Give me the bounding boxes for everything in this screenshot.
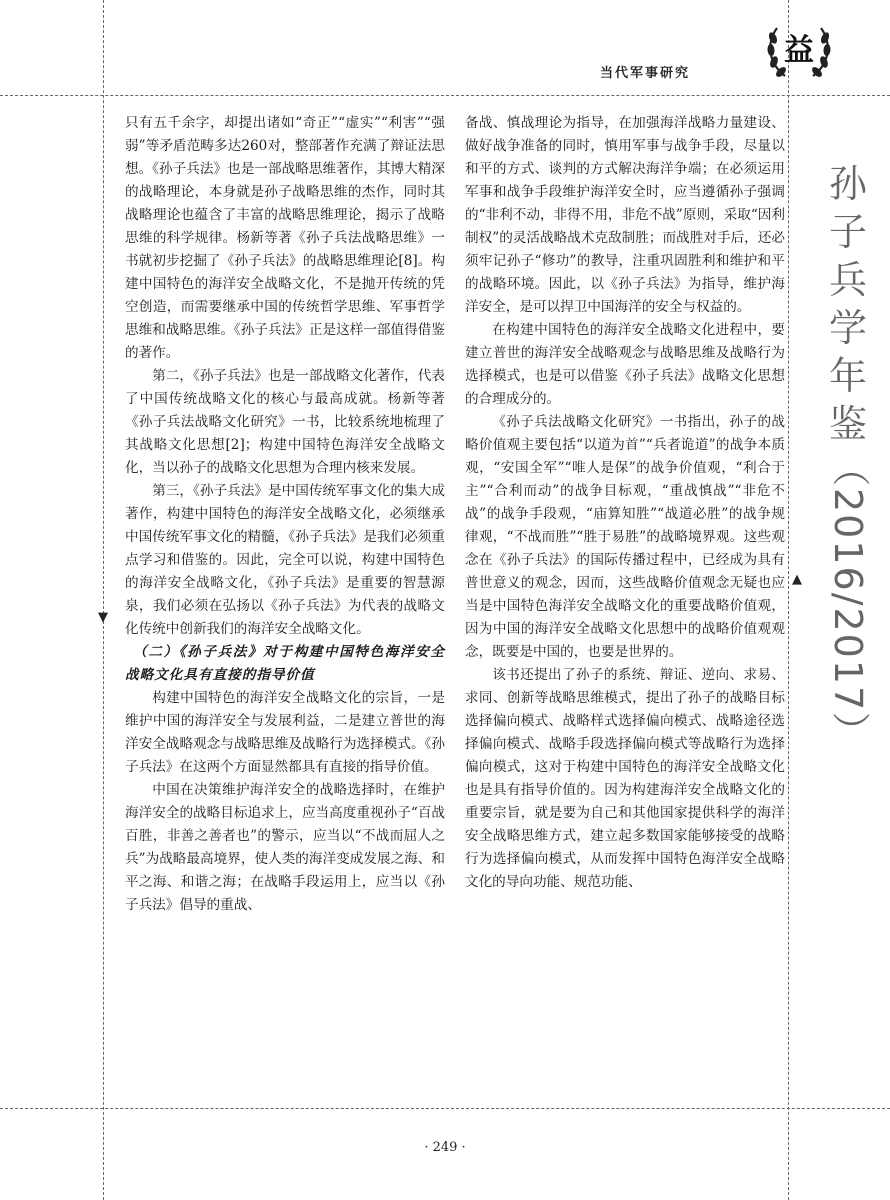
- laurel-emblem-logo: [763, 14, 835, 86]
- bottom-dashed-guide: [0, 1108, 890, 1109]
- paragraph: 构建中国特色的海洋安全战略文化的宗旨，一是维护中国的海洋安全与发展利益，二是建立普世的海洋安全战略观念与战略思维及战略行为选择模式。《孙子兵法》在这两个方面显然都具有直接的指导价值。: [125, 690, 445, 775]
- book-title-char: 年: [828, 354, 867, 398]
- logo-glyph: 益: [784, 33, 814, 68]
- paragraph: 第二，《孙子兵法》也是一部战略文化著作，代表了中国传统战略文化的核心与最高成就。杨新等著《孙子兵法战略文化研究》一书，比较系统地梳理了其战略文化思想[2]；构建中国特色海洋安全战略文化，当以孙子的战略文化思想为合理内核来发展。: [125, 368, 445, 476]
- left-dashed-guide: [103, 0, 104, 1200]
- paragraph: 只有五千余字，却提出诸如“奇正”“虚实”“利害”“强弱”等矛盾范畴多达260对，整部著作充满了辩证法思想。《孙子兵法》也是一部战略思维著作，其博大精深的战略理论，本身就是孙子战略思维的杰作，同时其战略理论也蕴含了丰富的战略思维理论，揭示了战略思维的科学规律。杨新等著《孙子兵法战略思维》一书就初步挖掘了《孙子兵法》的战略思维理论[8]。构建中国特色的海洋安全战略文化，不是抛开传统的凭空创造，而需要继承中国的传统哲学思维、军事哲学思维和战略思维。《孙子兵法》正是这样一部值得借鉴的著作。: [125, 115, 445, 361]
- journal-title: 当代军事研究: [600, 66, 691, 81]
- paragraph: 该书还提出了孙子的系统、辩证、逆向、求易、求同、创新等战略思维模式，提出了孙子的战略目标选择偏向模式、战略样式选择偏向模式、战略途径选择偏向模式、战略手段选择偏向模式等战略行为选择偏向模式，这对于构建中国特色的海洋安全战略文化也是具有指导价值的。因为构建海洋安全战略文化的重要宗旨，就是要为自己和其他国家提供科学的海洋安全战略思维方式，建立起多数国家能够接受的战略行为选择偏向模式，从而发挥中国特色海洋安全战略文化的导向功能、规范功能、: [465, 667, 785, 890]
- section-heading: （二）《孙子兵法》对于构建中国特色海洋安全战略文化具有直接的指导价值: [125, 644, 445, 683]
- paragraph: 中国在决策维护海洋安全的战略选择时，在维护海洋安全的战略目标追求上，应当高度重视孙子“百战百胜，非善之善者也”的警示，应当以“不战而屈人之兵”为战略最高境界，使人类的海洋变成发展之海、和平之海、和谐之海；在战略手段运用上，应当以《孙子兵法》倡导的重战、: [125, 782, 445, 913]
- right-dashed-guide: [788, 0, 789, 1200]
- paragraph: 第三，《孙子兵法》是中国传统军事文化的集大成著作，构建中国特色的海洋安全战略文化，必须继承中国传统军事文化的精髓，《孙子兵法》是我们必须重点学习和借鉴的。因此，完全可以说，构建中国特色的海洋安全战略文化，《孙子兵法》是重要的智慧源泉，我们必须在弘扬以《孙子兵法》为代表的战略文化传统中创新我们的海洋安全战略文化。: [125, 483, 445, 637]
- book-title-char: 鉴: [828, 402, 867, 446]
- left-margin-down-triangle-icon: ▼: [98, 610, 108, 625]
- paragraph: 《孙子兵法战略文化研究》一书指出，孙子的战略价值观主要包括“以道为首”“兵者诡道”的战争本质观，“安国全军”“唯人是保”的战争价值观，“利合于主”“合利而动”的战争目标观，“重战慎战”“非危不战”的战争手段观，“庙算知胜”“战道必胜”的战争规律观，“不战而胜”“胜于易胜”的战略境界观。这些观念在《孙子兵法》的国际传播过程中，已经成为具有普世意义的观念，因而，这些战略价值观念无疑也应当是中国特色海洋安全战略文化的重要战略价值观，因为中国的海洋安全战略文化思想中的战略价值观观念，既要是中国的，也要是世界的。: [465, 414, 785, 660]
- page-number: · 249 ·: [424, 1140, 466, 1155]
- book-title-char: 学: [828, 306, 867, 350]
- book-year: （2016/2017）: [826, 448, 870, 753]
- paragraph: 在构建中国特色的海洋安全战略文化进程中，要建立普世的海洋安全战略观念与战略思维及战略行为选择模式，也是可以借鉴《孙子兵法》战略文化思想的合理成分的。: [465, 322, 785, 407]
- right-text-column: [465, 112, 785, 894]
- right-margin-up-triangle-icon: ▲: [792, 572, 802, 587]
- book-title-char: 孙: [828, 162, 867, 206]
- book-title-vertical: [826, 160, 870, 753]
- book-title-char: 子: [828, 210, 867, 254]
- left-text-column: [125, 112, 445, 917]
- book-title-char: 兵: [828, 258, 867, 302]
- paragraph: 备战、慎战理论为指导，在加强海洋战略力量建设、做好战争准备的同时，慎用军事与战争手段，尽量以和平的方式、谈判的方式解决海洋争端；在必须运用军事和战争手段维护海洋安全时，应当遵循孙子强调的“非利不动，非得不用，非危不战”原则，采取“因利制权”的灵活战略战术克敌制胜；而战胜对手后，还必须牢记孙子“修功”的教导，注重巩固胜利和维护和平的战略环境。因此，以《孙子兵法》为指导，维护海洋安全，是可以捍卫中国海洋的安全与权益的。: [465, 115, 785, 315]
- top-dashed-guide: [0, 95, 890, 96]
